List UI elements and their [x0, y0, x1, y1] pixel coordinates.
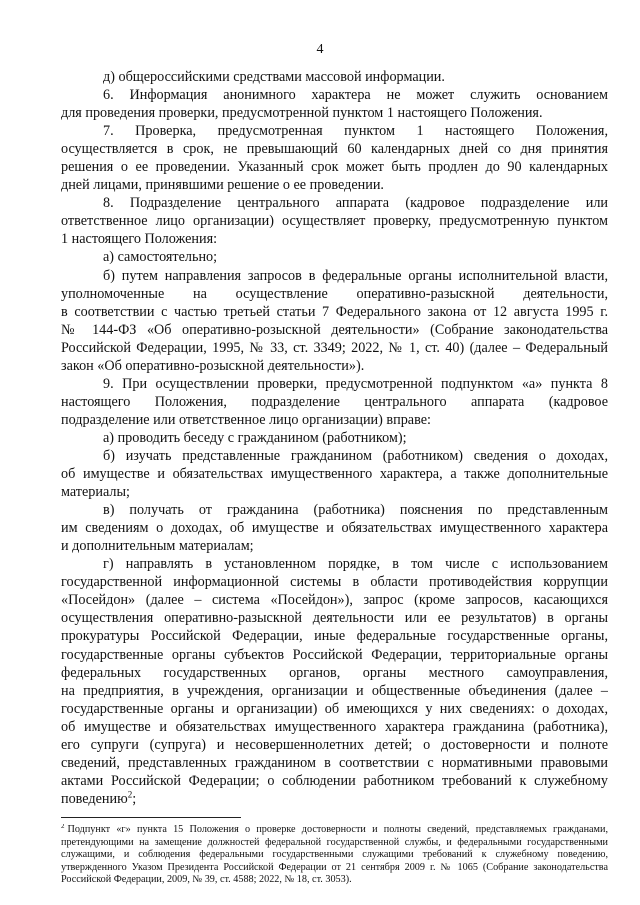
text-line-content: настоящего Положения, подразделение центрального аппарата (кадровое: [61, 393, 608, 410]
footnote-mark: 2: [61, 823, 65, 830]
text-line-content: подразделение или ответственное лицо организации) вправе:: [61, 411, 431, 428]
text-line: [61, 537, 608, 555]
text-line: [61, 321, 608, 339]
text-line-tail: ;: [132, 790, 137, 807]
text-line-content: актами Российской Федерации; о соблюдении работником требований к служебному: [61, 772, 608, 789]
text-line-content: его супруги (супруга) и несовершеннолетних детей; о достоверности и полноте: [61, 736, 608, 753]
text-line: [61, 393, 608, 411]
text-line: [61, 700, 608, 718]
text-line-content: г) направлять в установленном порядке, в том числе с использованием: [103, 556, 608, 573]
text-line: [61, 339, 608, 357]
text-line-content: поведению: [61, 790, 128, 807]
text-line: [61, 609, 608, 627]
footnote-line-content: Подпункт «г» пункта 15 Положения о проверке достоверности и полноты сведений, представляемых гражданами,: [67, 823, 608, 835]
text-line: [61, 357, 608, 375]
footnote-line: [61, 824, 608, 837]
footnote-line: [61, 849, 608, 862]
footnote-line: [61, 874, 608, 887]
text-line-content: № 144-ФЗ «Об оперативно-розыскной деятельности» (Собрание законодательства: [61, 321, 608, 338]
text-line-content: прокуратуры Российской Федерации, иные федеральные государственные органы,: [61, 628, 608, 645]
text-line-content: 7. Проверка, предусмотренная пунктом 1 настоящего Положения,: [103, 123, 608, 140]
text-line: [61, 104, 608, 122]
text-line: [61, 627, 608, 645]
text-line-content: б) путем направления запросов в федеральные органы исполнительной власти,: [103, 267, 608, 284]
text-line-content: «Посейдон» (далее – система «Посейдон»), запрос (кроме запросов, касающихся: [61, 592, 608, 609]
text-line-content: б) изучать представленные гражданином (работником) сведения о доходах,: [103, 447, 608, 464]
text-line-content: ответственное лицо организации) осуществляет проверку, предусмотренную пунктом: [61, 213, 608, 230]
text-line: [61, 772, 608, 790]
text-line-content: на предприятия, в учреждения, организации и общественные объединения (далее –: [61, 682, 608, 699]
text-line: [61, 248, 608, 266]
text-line-content: 6. Информация анонимного характера не может служить основанием: [103, 87, 608, 104]
text-line: [61, 483, 608, 501]
text-line-content: а) проводить беседу с гражданином (работником);: [103, 429, 407, 446]
text-line: [61, 664, 608, 682]
footnote-line: [61, 837, 608, 850]
text-line: [61, 411, 608, 429]
text-line-content: осуществляется в срок, не превышающий 60 календарных дней со дня принятия: [61, 141, 608, 158]
text-line-content: 8. Подразделение центрального аппарата (кадровое подразделение или: [103, 195, 608, 212]
text-line: [61, 790, 608, 808]
text-line-content: в) получать от гражданина (работника) пояснения по представленным: [103, 502, 608, 519]
text-line-content: материалы;: [61, 484, 130, 501]
text-line: [61, 447, 608, 465]
text-line-content: государственной информационной системы в области противодействия коррупции: [61, 574, 608, 591]
text-line-content: закон «Об оперативно-розыскной деятельности»).: [61, 357, 365, 374]
text-line-content: 9. При осуществлении проверки, предусмотренной подпунктом «а» пункта 8: [103, 375, 608, 392]
text-line: [61, 267, 608, 285]
text-line-content: 1 настоящего Положения:: [61, 231, 218, 248]
text-line: [61, 646, 608, 664]
text-line: [61, 736, 608, 754]
footnote-separator: [61, 817, 241, 818]
text-line: [61, 86, 608, 104]
text-line-content: а) самостоятельно;: [103, 249, 218, 266]
text-line: [61, 194, 608, 212]
text-line-content: для проведения проверки, предусмотренной пунктом 1 настоящего Положения.: [61, 105, 543, 122]
footnote-line: [61, 862, 608, 875]
text-line: [61, 501, 608, 519]
text-line: [61, 285, 608, 303]
text-line-content: Российской Федерации, 1995, № 33, ст. 3349; 2022, № 1, ст. 40) (далее – Федеральный: [61, 339, 608, 356]
text-line: [61, 519, 608, 537]
text-line: [61, 176, 608, 194]
text-line-content: осуществления оперативно-разыскной деятельности или ее результатов) в органы: [61, 610, 608, 627]
text-line: [61, 68, 608, 86]
text-line: [61, 375, 608, 393]
text-line-content: об имуществе и обязательствах имущественного характера, а также дополнительные: [61, 466, 608, 483]
text-line-content: им сведениям о доходах, об имуществе и обязательствах имущественного характера: [61, 520, 608, 537]
footnote-line-content: служащими, и соблюдения федеральными государственными служащими требований к служебному поведению,: [61, 849, 608, 861]
text-line: [61, 212, 608, 230]
text-line: [61, 230, 608, 248]
text-line: [61, 429, 608, 447]
text-line-content: дней лицами, принявшими решение о ее проведении.: [61, 177, 384, 194]
text-line: [61, 465, 608, 483]
text-line: [61, 303, 608, 321]
text-line-content: государственные органы субъектов Российской Федерации, территориальные органы: [61, 646, 608, 663]
text-line: [61, 122, 608, 140]
footnote-line-content: претендующими на замещение должностей федеральной государственной службы, и федеральными государственными: [61, 836, 608, 848]
document-body: [61, 68, 608, 808]
text-line: [61, 754, 608, 772]
text-line: [61, 718, 608, 736]
page-number: 4: [316, 42, 324, 57]
text-line-content: сведений, представленных гражданином в соответствии с нормативными правовыми: [61, 754, 608, 771]
text-line-content: и дополнительным материалам;: [61, 538, 254, 555]
text-line-content: федеральных государственных органов, органы местного самоуправления,: [61, 664, 608, 681]
footnote-line-content: утвержденного Указом Президента Российской Федерации от 21 сентября 2009 г. № 1065 (Собрание законодательства: [61, 861, 608, 873]
text-line-content: в соответствии с частью третьей статьи 7 Федерального закона от 12 августа 1995 г.: [61, 303, 608, 320]
text-line-content: решения о ее проведении. Указанный срок может быть продлен до 90 календарных: [61, 159, 608, 176]
text-line: [61, 555, 608, 573]
text-line: [61, 573, 608, 591]
text-line-content: д) общероссийскими средствами массовой информации.: [103, 69, 445, 85]
text-line: [61, 140, 608, 158]
footnote-line-content: Российской Федерации, 2009, № 39, ст. 4588; 2022, № 18, ст. 3053).: [61, 874, 352, 886]
footnotes: [61, 824, 608, 887]
text-line-content: уполномоченные на осуществление оперативно-разыскной деятельности,: [61, 285, 608, 302]
text-line-content: об имуществе и обязательствах имущественного характера гражданина (работника),: [61, 718, 608, 735]
text-line: [61, 682, 608, 700]
text-line: [61, 591, 608, 609]
text-line-content: государственные органы и организации) об имеющихся у них сведениях: о доходах,: [61, 700, 608, 717]
text-line: [61, 158, 608, 176]
footnote-reference: 2: [127, 789, 133, 800]
